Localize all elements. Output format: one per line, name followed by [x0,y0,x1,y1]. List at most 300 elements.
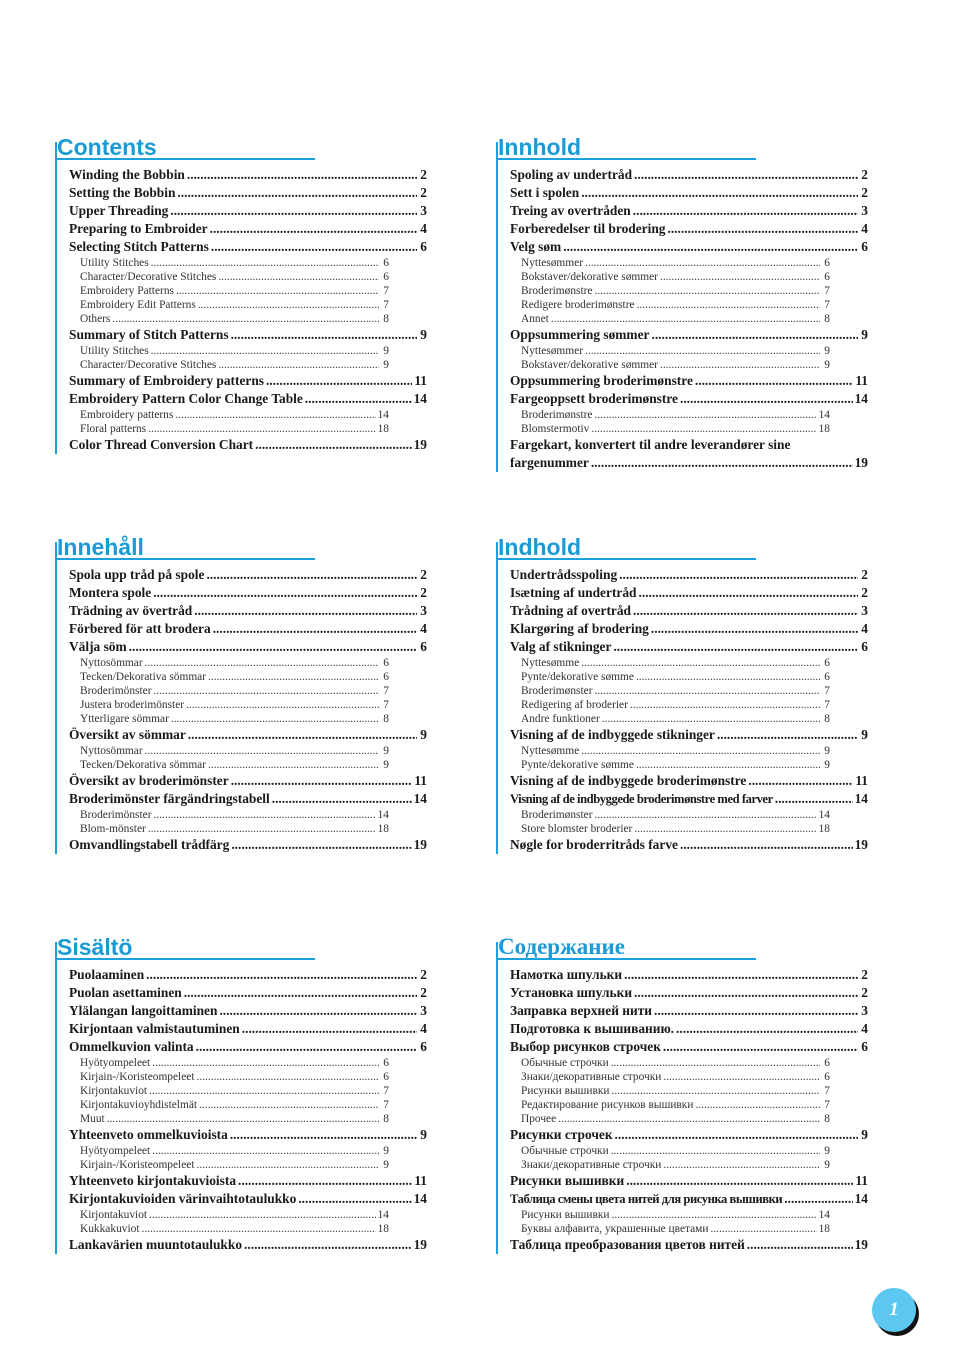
dot-leader [581,184,858,202]
dot-leader [129,638,417,656]
toc-entry-title: Рисунки вышивки [521,1209,610,1221]
section-title: Innehåll [55,534,315,560]
section-body [496,142,868,472]
toc-subentry[interactable] [57,1144,427,1158]
toc-page-number: 2 [420,967,427,982]
toc-entry-title: Winding the Bobbin [69,167,185,182]
toc-entry[interactable] [57,790,427,808]
toc-subentry[interactable] [498,422,868,436]
toc-subentry[interactable] [498,744,868,758]
toc-entry[interactable] [498,836,868,854]
toc-subentry[interactable] [498,698,868,712]
toc-page-number: 7 [383,1085,389,1097]
section-body [55,942,427,1254]
toc-entry-title: Treing av overtråden [510,203,631,218]
toc-subentry[interactable] [57,1084,427,1098]
toc-entry[interactable] [57,220,427,238]
toc-entry[interactable] [57,1236,427,1254]
dot-leader [196,1038,417,1056]
toc-entry-title: Yhteenveto kirjontakuvioista [69,1173,237,1188]
toc-page-number: 9 [383,1159,389,1171]
section-title: Contents [55,134,315,160]
toc-entry-title: Рисунки вышивки [510,1173,625,1188]
toc-entry-title: Embroidery Patterns [80,285,174,297]
toc-subentry[interactable] [498,808,868,822]
toc-entry-title: Muut [80,1113,105,1125]
toc-subentry[interactable] [498,1208,868,1222]
toc-entry-title: Nyttosömmar [80,657,143,669]
toc-entry-title: Lankavärien muuntotaulukko [69,1237,243,1252]
toc-page-number: 9 [861,727,868,742]
dot-leader [148,822,376,836]
toc-entry-title: Blomstermotiv [521,423,590,435]
toc-page-number: 6 [824,257,830,269]
toc-entry[interactable] [57,166,427,184]
toc-subentry[interactable] [498,1222,868,1236]
toc-page-number: 18 [377,1223,389,1235]
toc-page-number: 9 [420,327,427,342]
toc-page-number: 14 [818,409,830,421]
toc-page-number: 14 [818,809,830,821]
toc-entry-title: Намотка шпульки [510,967,623,982]
toc-entry[interactable] [498,326,868,344]
toc-entry-title: Рисунки вышивки [521,1085,610,1097]
dot-leader [218,358,379,372]
toc-page-number: 7 [824,299,830,311]
toc-entry[interactable] [57,1020,427,1038]
toc-entry[interactable] [57,1190,427,1208]
dot-leader [654,1002,858,1020]
toc-subentry[interactable] [57,344,427,358]
dot-leader [145,656,379,670]
toc-subentry[interactable] [57,670,427,684]
dot-leader [663,1158,820,1172]
toc-entry-title: Выбор рисунков строчек [510,1039,661,1054]
dot-leader [194,602,417,620]
dot-leader [231,772,413,790]
toc-subentry[interactable] [57,698,427,712]
toc-subentry[interactable] [498,312,868,326]
toc-entry-title: Character/Decorative Stitches [80,359,217,371]
toc-subentry[interactable] [57,298,427,312]
toc-page-number: 14 [818,1209,830,1221]
toc-page-number: 6 [383,657,389,669]
toc-page-number: 7 [383,285,389,297]
dot-leader [651,620,858,638]
toc-entry-title: Ytterligare sömmar [80,713,169,725]
toc-page-number: 11 [414,373,427,388]
toc-entry[interactable] [57,326,427,344]
toc-subentry[interactable] [498,358,868,372]
dot-leader [149,1208,376,1222]
toc-subentry[interactable] [498,822,868,836]
toc-entry-title: Установка шпульки [510,985,633,1000]
dot-leader [595,284,821,298]
toc-entry[interactable] [498,620,868,638]
toc-entry-title: Oppsummering broderimønstre [510,373,693,388]
toc-entry-title: Tecken/Dekorativa sömmar [80,759,207,771]
toc-entry-title: Välja söm [69,639,127,654]
toc-entry-title: Omvandlingstabell trådfärg [69,837,230,852]
toc-entry[interactable] [498,390,868,408]
toc-entry[interactable] [57,202,427,220]
toc-entry-title: Store blomster broderier [521,823,633,835]
toc-page-number: 14 [377,409,389,421]
toc-entry-title: Hyötyompeleet [80,1145,151,1157]
toc-entry-title: Tecken/Dekorativa sömmar [80,671,207,683]
toc-subentry[interactable] [498,1056,868,1070]
toc-subentry[interactable] [57,758,427,772]
toc-entry[interactable] [498,602,868,620]
toc-entry-title: Förbered för att brodera [69,621,211,636]
toc-entry-title: Others [80,313,111,325]
dot-leader [208,670,379,684]
toc-page-number: 9 [824,745,830,757]
toc-page-number: 6 [383,1071,389,1083]
toc-entry-title: Selecting Stitch Patterns [69,239,209,254]
toc-entry-title: Nyttesømme [521,745,580,757]
toc-entry-title: Pynte/dekorative sømme [521,671,634,683]
toc-entry-title: Trådning af overtråd [510,603,632,618]
dot-leader [206,566,417,584]
toc-subentry[interactable] [498,758,868,772]
toc-subentry[interactable] [57,1158,427,1172]
dot-leader [591,422,816,436]
dot-leader [663,1070,820,1084]
toc-page-number: 18 [377,823,389,835]
toc-page-number: 14 [413,791,427,806]
dot-leader [660,358,820,372]
dot-leader [154,808,376,822]
toc-subentry[interactable] [57,1112,427,1126]
dot-leader [149,1084,379,1098]
toc-page-number: 9 [824,1145,830,1157]
toc-subentry[interactable] [498,670,868,684]
toc-page-number: 6 [383,257,389,269]
toc-page-number: 14 [854,791,868,806]
toc-entry[interactable] [57,1172,427,1190]
toc-page-number: 2 [420,567,427,582]
dot-leader [176,284,379,298]
toc-subentry[interactable] [57,284,427,298]
dot-leader [231,326,417,344]
toc-entry[interactable] [498,966,868,984]
toc-page-number: 9 [383,1145,389,1157]
toc-entry[interactable] [498,772,868,790]
toc-subentry[interactable] [498,284,868,298]
toc-subentry[interactable] [57,270,427,284]
toc-page-number: 3 [861,603,868,618]
toc-page-number: 6 [861,639,868,654]
dot-leader [695,1098,820,1112]
dot-leader [581,744,820,758]
toc-page-number: 14 [854,1191,868,1206]
toc-entry-title: Oppsummering sømmer [510,327,650,342]
toc-entry-title: Embroidery Edit Patterns [80,299,196,311]
toc-entry[interactable] [498,638,868,656]
toc-entry-title: Isætning af undertråd [510,585,637,600]
toc-page-number: 9 [383,759,389,771]
dot-leader [177,184,417,202]
toc-subentry[interactable] [498,656,868,670]
toc-entry[interactable] [57,726,427,744]
dot-leader [637,298,820,312]
toc-entry-title: Fargekart, konvertert til andre leverandører sine [510,437,791,452]
toc-entry-title: Klargøring af brodering [510,621,649,636]
toc-entry[interactable] [57,602,427,620]
toc-entry[interactable] [57,620,427,638]
toc-entry-title: Broderimönster [80,685,152,697]
dot-leader [197,1158,379,1172]
toc-subentry[interactable] [498,1098,868,1112]
toc-entry-title: Broderimønster [521,809,593,821]
dot-leader [563,238,858,256]
dot-leader [680,836,853,854]
dot-leader [680,390,853,408]
toc-entry-list [57,166,427,454]
toc-subentry[interactable] [498,344,868,358]
toc-entry-title: Broderimønster [521,685,593,697]
toc-subentry[interactable] [498,256,868,270]
dot-leader [784,1190,852,1208]
toc-entry[interactable] [498,1236,868,1254]
toc-page-number: 9 [824,759,830,771]
toc-entry-title: Undertrådsspoling [510,567,618,582]
toc-page-number: 6 [824,1071,830,1083]
toc-entry[interactable] [57,1038,427,1056]
toc-entry[interactable] [57,238,427,256]
toc-page-number: 4 [420,1021,427,1036]
toc-subentry[interactable] [57,408,427,422]
dot-leader [747,1236,853,1254]
dot-leader [208,758,379,772]
toc-page-number: 6 [420,239,427,254]
toc-entry-title: Kirjontaan valmistautuminen [69,1021,240,1036]
toc-subentry[interactable] [498,270,868,284]
toc-entry[interactable] [498,1020,868,1038]
toc-page-number: 6 [824,657,830,669]
toc-page-number: 2 [420,985,427,1000]
toc-entry[interactable] [57,836,427,854]
toc-page-number: 14 [377,1209,389,1221]
toc-entry-title: Broderimønstre [521,285,593,297]
toc-entry[interactable] [57,436,427,454]
toc-page-number: 19 [854,837,868,852]
toc-entry-title: Редактирование рисунков вышивки [521,1099,694,1111]
toc-entry[interactable] [57,638,427,656]
toc-subentry[interactable] [57,656,427,670]
toc-subentry[interactable] [498,1158,868,1172]
toc-entry-title: Summary of Stitch Patterns [69,327,229,342]
toc-subentry[interactable] [498,684,868,698]
toc-subentry[interactable] [57,744,427,758]
toc-entry-title: Justera broderimönster [80,699,185,711]
toc-page-number: 6 [861,239,868,254]
toc-entry-title: Nyttesømmer [521,257,584,269]
toc-entry-title: Utility Stitches [80,345,149,357]
toc-page-number: 8 [383,713,389,725]
toc-page-number: 9 [824,359,830,371]
toc-page-number: 19 [854,455,868,470]
toc-subentry[interactable] [57,822,427,836]
toc-subentry[interactable] [57,1070,427,1084]
dot-leader [187,166,417,184]
toc-entry[interactable] [498,566,868,584]
toc-page-number: 19 [413,837,427,852]
toc-entry[interactable] [498,220,868,238]
toc-subentry[interactable] [57,256,427,270]
toc-entry[interactable] [498,790,868,808]
toc-entry[interactable] [498,1002,868,1020]
toc-entry[interactable] [498,726,868,744]
toc-subentry[interactable] [57,422,427,436]
toc-subentry[interactable] [57,684,427,698]
toc-page-number: 2 [420,185,427,200]
toc-entry[interactable] [498,1190,868,1208]
toc-page-number: 2 [861,967,868,982]
toc-entry-title: Nøgle for broderritråds farve [510,837,678,852]
toc-subentry[interactable] [498,298,868,312]
toc-subentry[interactable] [57,1222,427,1236]
dot-leader [211,238,417,256]
toc-entry[interactable] [57,584,427,602]
toc-page-number: 2 [861,567,868,582]
dot-leader [595,684,821,698]
toc-entry-title: Preparing to Embroider [69,221,208,236]
toc-entry[interactable] [57,984,427,1002]
dot-leader [153,584,417,602]
dot-leader [717,726,858,744]
toc-page-number: 18 [818,423,830,435]
dot-leader [602,712,820,726]
toc-entry-title: Прочее [521,1113,557,1125]
toc-entry[interactable] [498,1172,868,1190]
toc-subentry[interactable] [498,1084,868,1098]
toc-page-number: 7 [824,685,830,697]
toc-entry-title: Таблица преобразования цветов нитей [510,1237,745,1252]
dot-leader [186,698,379,712]
dot-leader [305,390,412,408]
toc-subentry[interactable] [498,1144,868,1158]
dot-leader [219,1002,417,1020]
toc-entry[interactable] [498,436,868,472]
dot-leader [210,220,417,238]
toc-entry-title: Annet [521,313,549,325]
dot-leader [266,372,412,390]
toc-subentry[interactable] [57,808,427,822]
toc-entry[interactable] [57,772,427,790]
toc-entry[interactable] [498,984,868,1002]
toc-entry-title: Kirjain-/Koristeompeleet [80,1159,195,1171]
section-body [496,942,868,1254]
dot-leader [634,984,858,1002]
toc-page-number: 2 [861,185,868,200]
toc-entry[interactable] [498,166,868,184]
toc-subentry[interactable] [57,1056,427,1070]
toc-page-number: 19 [413,437,427,452]
toc-subentry[interactable] [57,1208,427,1222]
toc-page-number: 18 [818,823,830,835]
dot-leader [255,436,411,454]
toc-entry-title: Broderimønstre [521,409,593,421]
dot-leader [145,744,379,758]
toc-entry[interactable] [57,390,427,408]
toc-subentry[interactable] [498,1070,868,1084]
toc-subentry[interactable] [57,1098,427,1112]
toc-page-number: 6 [383,671,389,683]
toc-entry[interactable] [57,966,427,984]
toc-subentry[interactable] [57,712,427,726]
dot-leader [619,566,858,584]
toc-page-number: 6 [383,271,389,283]
toc-page-number: 18 [377,423,389,435]
toc-entry-title: Redigering af broderier [521,699,628,711]
dot-leader [188,726,417,744]
dot-leader [676,1020,858,1038]
toc-page-number: 9 [824,345,830,357]
toc-entry[interactable] [498,1126,868,1144]
toc-entry-title: Summary of Embroidery patterns [69,373,265,388]
toc-entry-title: Broderimönster färgändringstabell [69,791,270,806]
toc-subentry[interactable] [498,1112,868,1126]
section-title: Sisältö [55,934,315,960]
toc-entry-title: Kirjontakuvioyhdistelmät [80,1099,198,1111]
toc-entry[interactable] [498,184,868,202]
toc-entry-title: Kirjontakuvioiden värinvaihtotaulukko [69,1191,297,1206]
toc-entry[interactable] [57,1126,427,1144]
dot-leader [710,1222,816,1236]
toc-entry-list [498,566,868,854]
toc-entry-title: Nyttesømmer [521,345,584,357]
toc-page-number: 3 [420,1003,427,1018]
toc-page-number: 9 [420,1127,427,1142]
dot-leader [238,1172,412,1190]
toc-entry[interactable] [57,372,427,390]
toc-entry[interactable] [498,584,868,602]
toc-page-number: 9 [861,1127,868,1142]
toc-entry-title: Setting the Bobbin [69,185,176,200]
toc-subentry[interactable] [57,358,427,372]
toc-subentry[interactable] [498,408,868,422]
dot-leader [197,1070,379,1084]
toc-entry[interactable] [498,238,868,256]
toc-entry-title: Spola upp tråd på spole [69,567,205,582]
toc-entry-title: Заправка верхней нити [510,1003,652,1018]
dot-leader [695,372,853,390]
toc-entry[interactable] [498,202,868,220]
dot-leader [585,256,820,270]
toc-page-number: 7 [383,1099,389,1111]
toc-entry-title: Обычные строчки [521,1057,609,1069]
toc-entry[interactable] [57,184,427,202]
toc-subentry[interactable] [57,312,427,326]
dot-leader [170,202,417,220]
toc-entry-title: Bokstaver/dekorative sømmer [521,271,658,283]
dot-leader [612,1084,820,1098]
toc-page-number: 8 [383,1113,389,1125]
toc-page-number: 18 [818,1223,830,1235]
toc-entry-title: Знаки/декоративные строчки [521,1071,662,1083]
toc-entry[interactable] [57,1002,427,1020]
toc-entry[interactable] [57,566,427,584]
toc-entry[interactable] [498,372,868,390]
section-title: Innhold [496,134,756,160]
toc-page-number: 8 [824,1113,830,1125]
toc-entry[interactable] [498,1038,868,1056]
toc-entry-title: Floral patterns [80,423,147,435]
toc-page-number: 8 [824,313,830,325]
toc-subentry[interactable] [498,712,868,726]
